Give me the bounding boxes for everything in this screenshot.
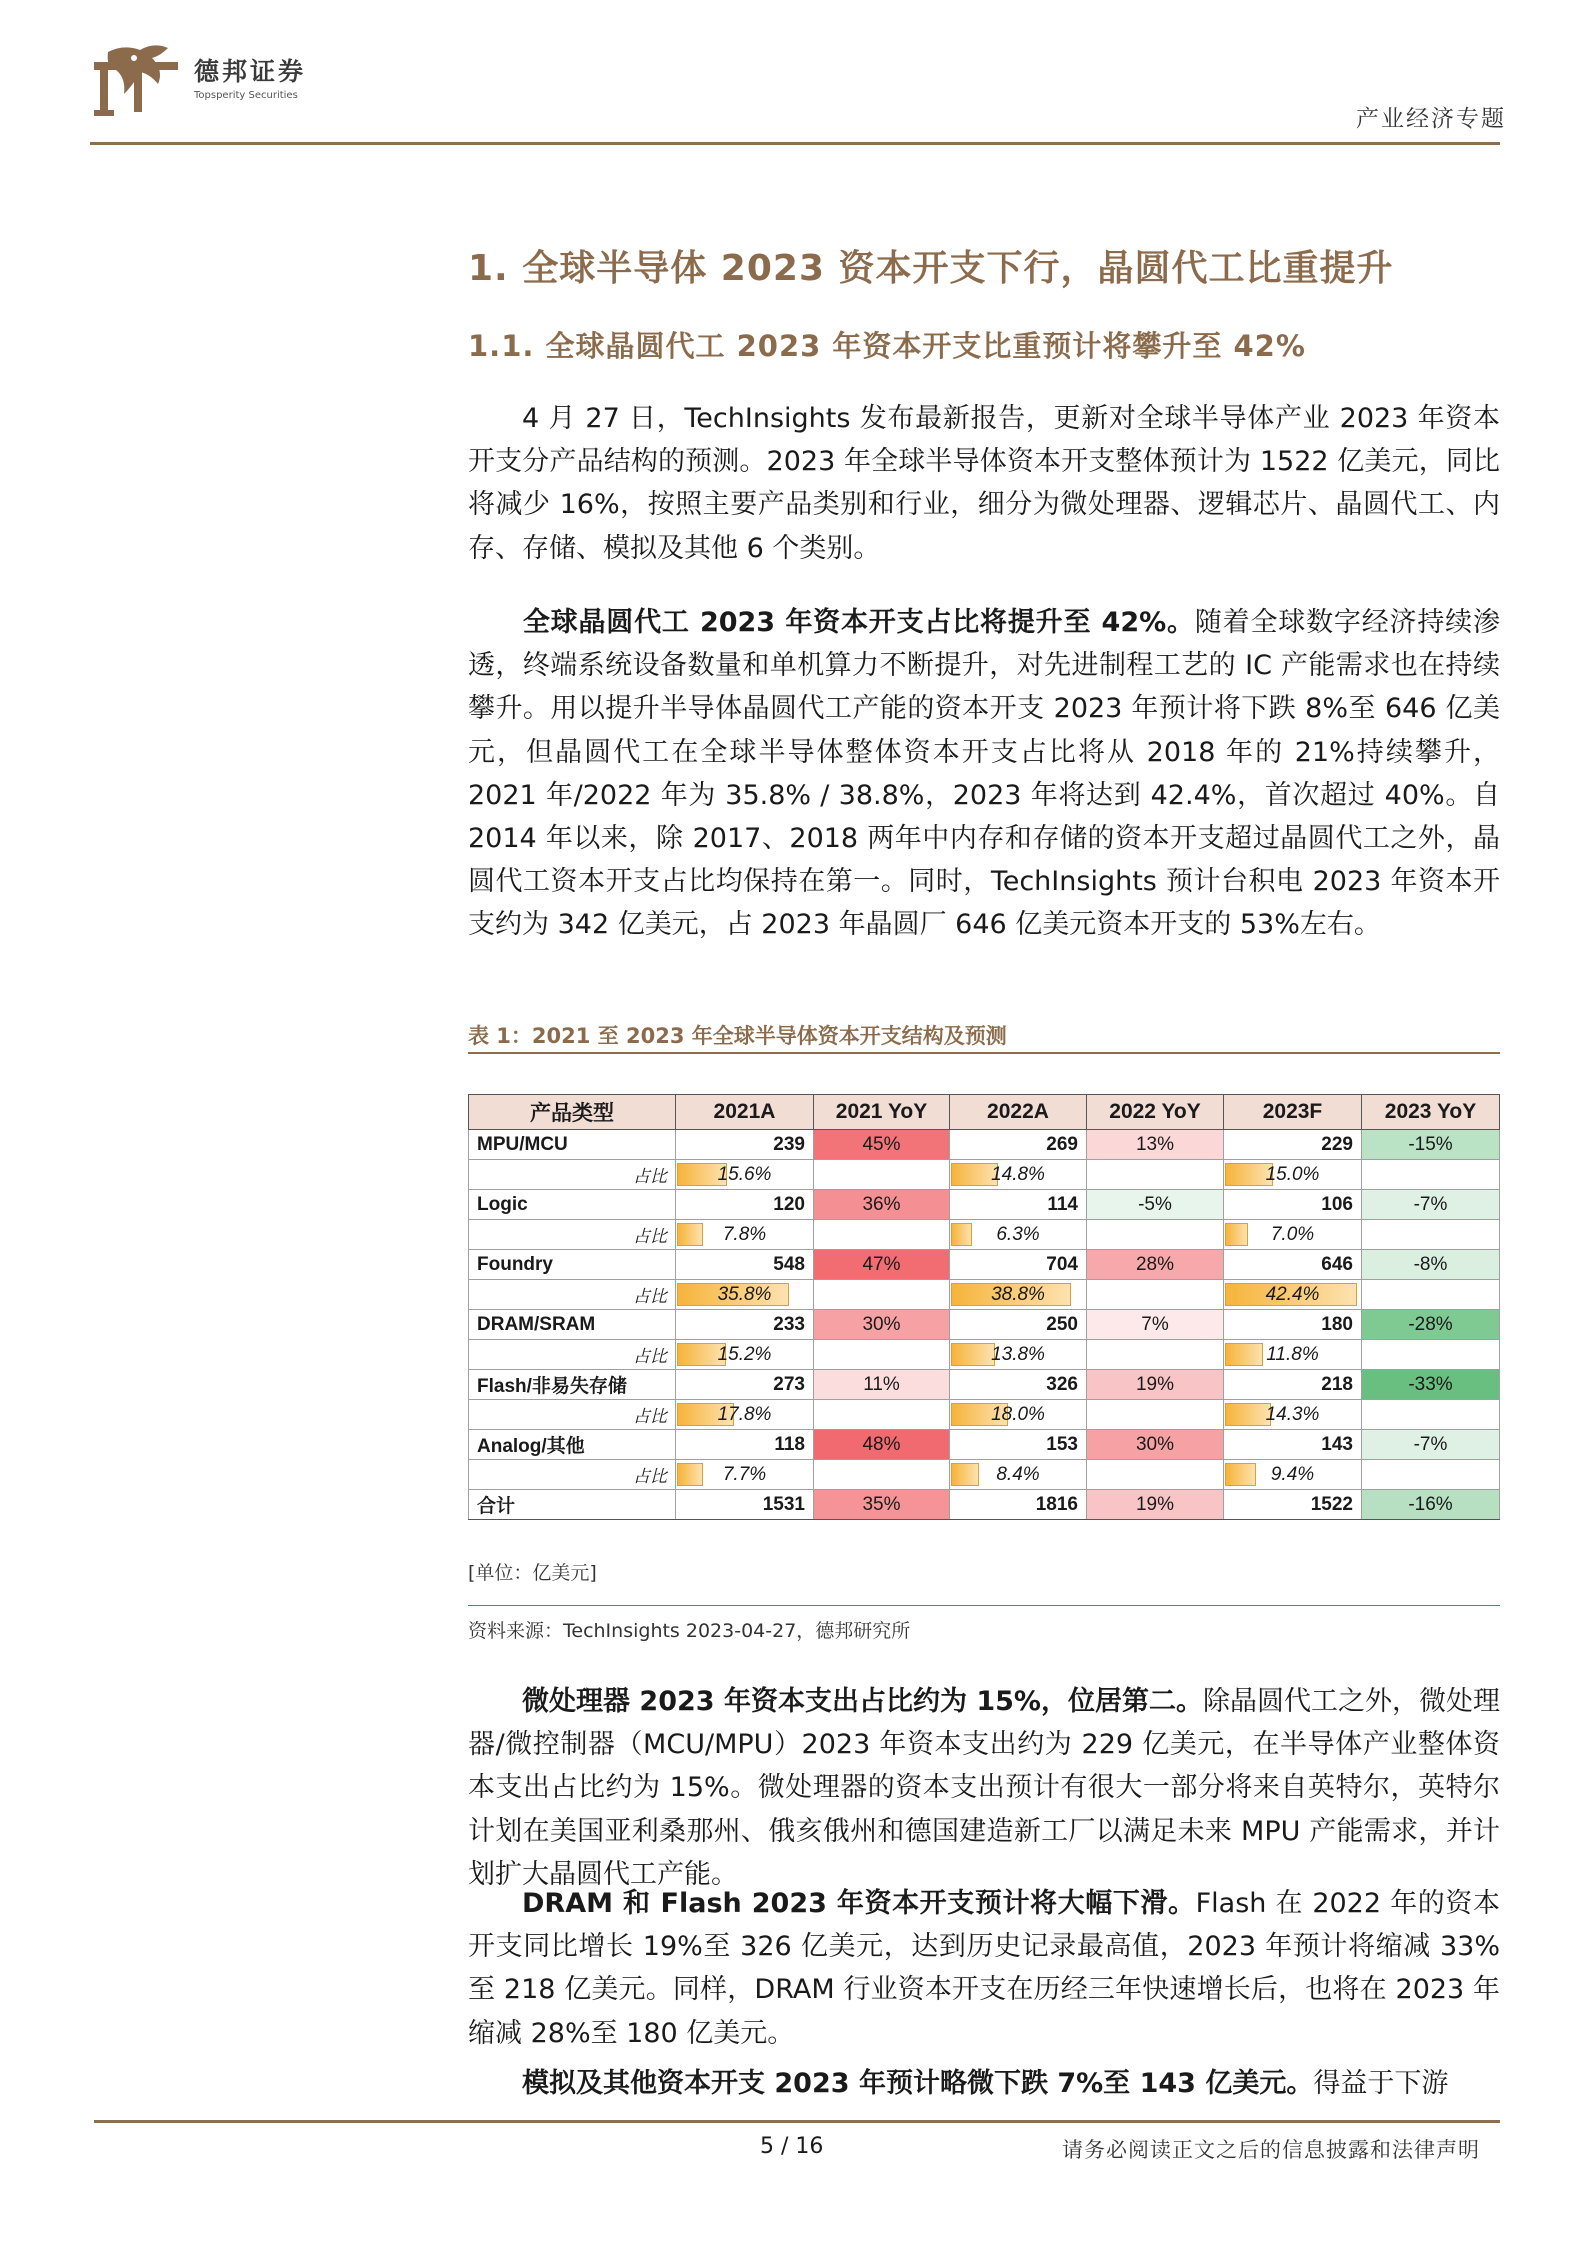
yoy-2023: -15%: [1362, 1130, 1500, 1160]
total-yoy-2021: 35%: [814, 1490, 950, 1520]
value-2023: 143: [1224, 1430, 1362, 1460]
table-source-divider: [468, 1605, 1500, 1606]
table-body: [469, 1130, 1500, 1520]
brand-logo: [94, 44, 394, 118]
value-2022: 114: [950, 1190, 1087, 1220]
table-row: [469, 1370, 1500, 1400]
table-header-cell: 2021A: [676, 1095, 814, 1130]
share-cell: [950, 1400, 1087, 1430]
table-header-cell: 2023F: [1224, 1095, 1362, 1130]
section-tag: 产业经济专题: [1356, 106, 1506, 132]
value-2021: 548: [676, 1250, 814, 1280]
empty-cell: [1362, 1340, 1500, 1370]
table-row: [469, 1310, 1500, 1340]
category-name: Logic: [469, 1190, 676, 1220]
yoy-2021: 30%: [814, 1310, 950, 1340]
footer-disclaimer: 请务必阅读正文之后的信息披露和法律声明: [1062, 2138, 1480, 2162]
table-header-cell: 2023 YoY: [1362, 1095, 1500, 1130]
empty-cell: [1087, 1160, 1224, 1190]
share-label: 占比: [469, 1160, 676, 1190]
share-value: 11.8%: [1266, 1344, 1319, 1365]
paragraph-foundry: [468, 601, 1500, 947]
yoy-2022: 19%: [1087, 1370, 1224, 1400]
category-name: Flash/非易失存储: [469, 1370, 676, 1400]
page-number: 5 / 16: [760, 2134, 824, 2159]
table-title-divider: [468, 1052, 1500, 1054]
share-cell: [1224, 1340, 1362, 1370]
heading-2: 1.1. 全球晶圆代工 2023 年资本开支比重预计将攀升至 42%: [468, 329, 1306, 363]
empty-cell: [1362, 1280, 1500, 1310]
brand-name-cn: 德邦证券: [194, 57, 307, 86]
paragraph-memory-text: Flash 在 2022 年的资本开支同比增长 19%至 326 亿美元，达到历史记录最高值，2023 年预计将缩减 33%至 218 亿美元。同样，DRAM 行业资本开支在历经三年快速增长后，也将在 2023 年缩减 28%至 180 亿美元。: [468, 1888, 1500, 2049]
value-2021: 239: [676, 1130, 814, 1160]
yoy-2023: -7%: [1362, 1190, 1500, 1220]
value-2023: 106: [1224, 1190, 1362, 1220]
share-label: 占比: [469, 1400, 676, 1430]
empty-cell: [1087, 1220, 1224, 1250]
share-value: 38.8%: [991, 1284, 1045, 1305]
share-cell: [950, 1220, 1087, 1250]
yoy-2023: -33%: [1362, 1370, 1500, 1400]
share-cell: [1224, 1400, 1362, 1430]
share-value: 7.0%: [1270, 1224, 1315, 1245]
yoy-2022: 30%: [1087, 1430, 1224, 1460]
share-value: 35.8%: [717, 1284, 772, 1305]
share-cell: [950, 1460, 1087, 1490]
category-name: DRAM/SRAM: [469, 1310, 676, 1340]
table-share-row: [469, 1460, 1500, 1490]
share-cell: [676, 1160, 814, 1190]
empty-cell: [814, 1160, 950, 1190]
empty-cell: [814, 1340, 950, 1370]
yoy-2021: 48%: [814, 1430, 950, 1460]
empty-cell: [814, 1280, 950, 1310]
value-2022: 704: [950, 1250, 1087, 1280]
value-2022: 269: [950, 1130, 1087, 1160]
yoy-2022: 7%: [1087, 1310, 1224, 1340]
table-share-row: [469, 1160, 1500, 1190]
table-header-cell: 产品类型: [469, 1095, 676, 1130]
value-2023: 180: [1224, 1310, 1362, 1340]
value-2023: 229: [1224, 1130, 1362, 1160]
share-label: 占比: [469, 1220, 676, 1250]
empty-cell: [1362, 1160, 1500, 1190]
table-title: 表 1：2021 至 2023 年全球半导体资本开支结构及预测: [468, 1024, 1007, 1048]
total-yoy-2022: 19%: [1087, 1490, 1224, 1520]
paragraph-memory-lead: DRAM 和 Flash 2023 年资本开支预计将大幅下滑。: [522, 1888, 1196, 1919]
value-2023: 646: [1224, 1250, 1362, 1280]
yoy-2023: -28%: [1362, 1310, 1500, 1340]
footer-divider: [94, 2120, 1500, 2123]
value-2022: 250: [950, 1310, 1087, 1340]
share-value: 9.4%: [1270, 1464, 1315, 1485]
paragraph-mpu-lead: 微处理器 2023 年资本支出占比约为 15%，位居第二。: [522, 1686, 1203, 1717]
table-share-row: [469, 1280, 1500, 1310]
paragraph-intro-text: 4 月 27 日，TechInsights 发布最新报告，更新对全球半导体产业 2023 年资本开支分产品结构的预测。2023 年全球半导体资本开支整体预计为 1522 亿美元，同比将减少 16%，按照主要产品类别和行业，细分为微处理器、逻辑芯片、晶圆代工、内存、存储、模拟及其他 6 个类别。: [468, 403, 1500, 564]
heading-1: 1. 全球半导体 2023 资本开支下行，晶圆代工比重提升: [468, 248, 1394, 289]
table-header-row: [469, 1095, 1500, 1130]
table-row: [469, 1190, 1500, 1220]
share-value: 13.8%: [991, 1344, 1045, 1365]
share-cell: [676, 1220, 814, 1250]
table-share-row: [469, 1400, 1500, 1430]
table-row: [469, 1430, 1500, 1460]
share-value: 7.7%: [722, 1464, 767, 1485]
share-cell: [950, 1340, 1087, 1370]
yoy-2023: -7%: [1362, 1430, 1500, 1460]
paragraph-analog: [468, 2062, 1500, 2105]
empty-cell: [1087, 1400, 1224, 1430]
table-share-row: [469, 1220, 1500, 1250]
share-cell: [1224, 1160, 1362, 1190]
empty-cell: [1362, 1460, 1500, 1490]
total-label: 合计: [469, 1490, 676, 1520]
share-value: 17.8%: [717, 1404, 772, 1425]
yoy-2021: 11%: [814, 1370, 950, 1400]
value-2021: 120: [676, 1190, 814, 1220]
empty-cell: [814, 1400, 950, 1430]
share-cell: [1224, 1280, 1362, 1310]
share-value: 18.0%: [991, 1404, 1045, 1425]
value-2021: 273: [676, 1370, 814, 1400]
brand-name-en: Topsperity Securities: [194, 90, 298, 101]
share-value: 15.6%: [717, 1164, 772, 1185]
paragraph-foundry-text: 随着全球数字经济持续渗透，终端系统设备数量和单机算力不断提升，对先进制程工艺的 IC 产能需求也在持续攀升。用以提升半导体晶圆代工产能的资本开支 2023 年预计将下跌 8%至 646 亿美元，但晶圆代工在全球半导体整体资本开支占比将从 2018 年的 21%持续攀升，2021 年/2022 年为 35.8% / 38.8%，2023 年将达到 42.4%，首次超过 40%。自 2014 年以来，除 2017、2018 两年中内存和存储的资本开支超过晶圆代工之外，晶圆代工资本开支占比均保持在第一。同时，TechInsights 预计台积电 2023 年资本开支约为 342 亿美元，占 2023 年晶圆厂 646 亿美元资本开支的 53%左右。: [468, 607, 1500, 941]
empty-cell: [814, 1220, 950, 1250]
table-total-row: [469, 1490, 1500, 1520]
table-header-cell: 2022A: [950, 1095, 1087, 1130]
share-cell: [1224, 1460, 1362, 1490]
share-value: 7.8%: [722, 1224, 767, 1245]
share-cell: [676, 1280, 814, 1310]
value-2021: 233: [676, 1310, 814, 1340]
share-label: 占比: [469, 1340, 676, 1370]
header-divider: [90, 142, 1500, 145]
paragraph-mpu-text: 除晶圆代工之外，微处理器/微控制器（MCU/MPU）2023 年资本支出约为 229 亿美元，在半导体产业整体资本支出占比约为 15%。微处理器的资本支出预计有很大一部分将来自英特尔，英特尔计划在美国亚利桑那州、俄亥俄州和德国建造新工厂以满足未来 MPU 产能需求，并计划扩大晶圆代工产能。: [468, 1686, 1500, 1890]
share-value: 15.2%: [717, 1344, 772, 1365]
total-2022: 1816: [950, 1490, 1087, 1520]
table-row: [469, 1130, 1500, 1160]
share-value: 6.3%: [996, 1224, 1040, 1245]
yoy-2021: 47%: [814, 1250, 950, 1280]
share-cell: [676, 1400, 814, 1430]
brand-logo-icon: [94, 44, 178, 118]
capex-table: [468, 1094, 1500, 1520]
paragraph-memory: [468, 1882, 1500, 2055]
paragraph-mpu: [468, 1680, 1500, 1896]
yoy-2021: 45%: [814, 1130, 950, 1160]
share-value: 15.0%: [1265, 1164, 1320, 1185]
yoy-2022: 13%: [1087, 1130, 1224, 1160]
paragraph-analog-text: 得益于下游: [1313, 2068, 1449, 2099]
category-name: Foundry: [469, 1250, 676, 1280]
table-share-row: [469, 1340, 1500, 1370]
yoy-2023: -8%: [1362, 1250, 1500, 1280]
empty-cell: [1362, 1400, 1500, 1430]
table-unit: [单位：亿美元]: [468, 1562, 597, 1584]
empty-cell: [1087, 1460, 1224, 1490]
share-value: 42.4%: [1265, 1284, 1320, 1305]
category-name: MPU/MCU: [469, 1130, 676, 1160]
total-2023: 1522: [1224, 1490, 1362, 1520]
category-name: Analog/其他: [469, 1430, 676, 1460]
table-header-cell: 2021 YoY: [814, 1095, 950, 1130]
table-source: 资料来源：TechInsights 2023-04-27，德邦研究所: [468, 1620, 911, 1642]
share-cell: [676, 1460, 814, 1490]
yoy-2022: -5%: [1087, 1190, 1224, 1220]
share-label: 占比: [469, 1280, 676, 1310]
empty-cell: [814, 1460, 950, 1490]
share-cell: [950, 1280, 1087, 1310]
value-2023: 218: [1224, 1370, 1362, 1400]
share-value: 14.8%: [991, 1164, 1045, 1185]
share-cell: [1224, 1220, 1362, 1250]
table-row: [469, 1250, 1500, 1280]
value-2021: 118: [676, 1430, 814, 1460]
empty-cell: [1087, 1340, 1224, 1370]
value-2022: 153: [950, 1430, 1087, 1460]
yoy-2021: 36%: [814, 1190, 950, 1220]
total-2021: 1531: [676, 1490, 814, 1520]
share-label: 占比: [469, 1460, 676, 1490]
paragraph-foundry-lead: 全球晶圆代工 2023 年资本开支占比将提升至 42%。: [522, 607, 1195, 638]
paragraph-intro: [468, 397, 1500, 570]
yoy-2022: 28%: [1087, 1250, 1224, 1280]
table-header-cell: 2022 YoY: [1087, 1095, 1224, 1130]
value-2022: 326: [950, 1370, 1087, 1400]
share-value: 8.4%: [996, 1464, 1040, 1485]
paragraph-analog-lead: 模拟及其他资本开支 2023 年预计略微下跌 7%至 143 亿美元。: [522, 2068, 1314, 2099]
total-yoy-2023: -16%: [1362, 1490, 1500, 1520]
share-value: 14.3%: [1265, 1404, 1320, 1425]
empty-cell: [1362, 1220, 1500, 1250]
share-cell: [676, 1340, 814, 1370]
share-cell: [950, 1160, 1087, 1190]
empty-cell: [1087, 1280, 1224, 1310]
